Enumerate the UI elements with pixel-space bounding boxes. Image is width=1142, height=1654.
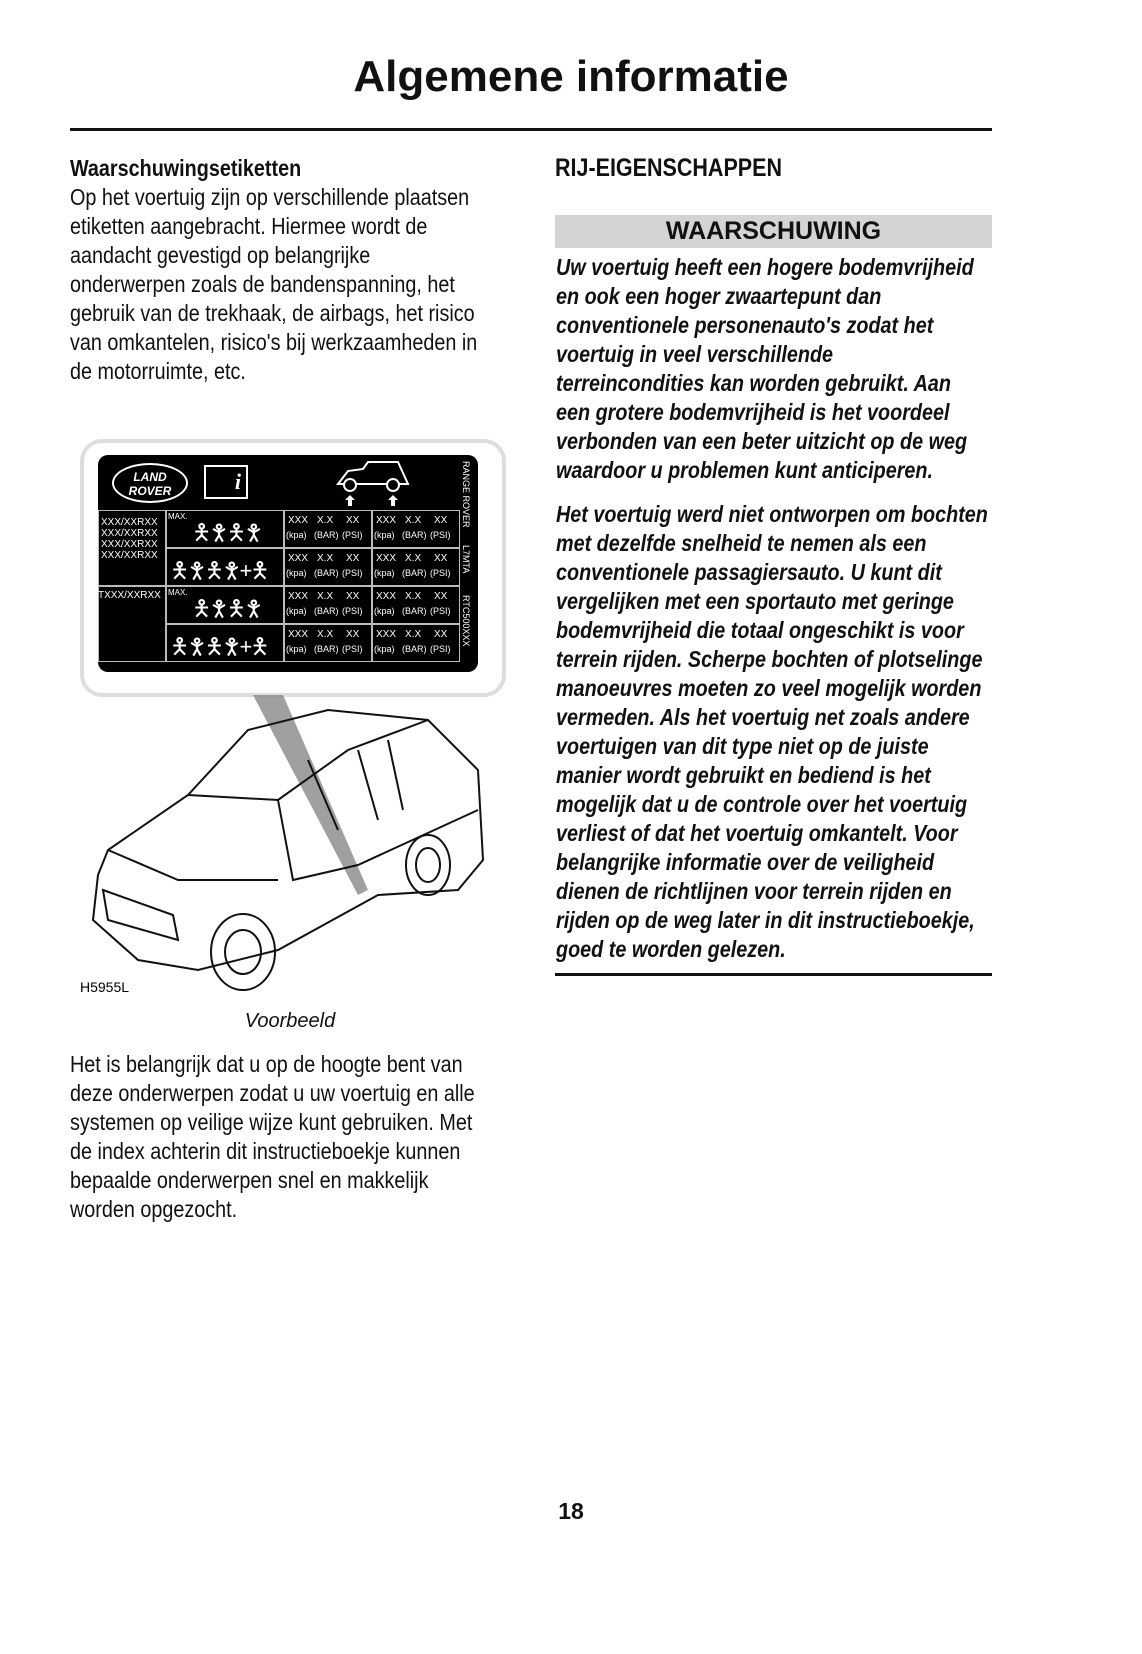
pressure-unit: (BAR) — [314, 530, 339, 540]
page-number: 18 — [558, 1498, 584, 1524]
pressure-value: X.X — [405, 629, 422, 640]
tyre-size: XXX/XXRXX — [101, 539, 158, 550]
text-line: Op het voertuig zijn op verschillende plaatsen — [70, 184, 470, 210]
pressure-unit: (PSI) — [430, 530, 451, 540]
pressure-value: XXX — [376, 629, 397, 640]
pressure-value: XXX — [288, 515, 309, 526]
figure-caption: Voorbeeld — [244, 1010, 336, 1032]
text-line: terrein rijden. Scherpe bochten of plotselinge — [556, 646, 983, 672]
text-line: de motorruimte, etc. — [70, 358, 246, 384]
text-line: met dezelfde snelheid te nemen als een — [556, 530, 927, 556]
text-line: mogelijk dat u de controle over het voertuig — [556, 791, 968, 817]
text-line: conventionele passagiersauto. U kunt dit — [556, 559, 942, 585]
text-line: dienen de richtlijnen voor terrein rijden en — [556, 878, 952, 904]
pressure-value: XXX — [288, 629, 309, 640]
text-line: voertuigen van dit type niet op de juiste — [556, 733, 929, 759]
pressure-unit: (kpa) — [374, 530, 395, 540]
text-line: deze onderwerpen zodat u uw voertuig en alle — [70, 1080, 475, 1106]
pressure-value: XX — [434, 553, 448, 564]
text-line: manoeuvres moeten zo veel mogelijk worden — [556, 675, 982, 701]
text-line: verbonden van een beter uitzicht op de weg — [556, 428, 968, 454]
text-line: bepaalde onderwerpen snel en makkelijk — [70, 1167, 429, 1193]
pressure-unit: (PSI) — [342, 568, 363, 578]
text-line: van omkantelen, risico's bij werkzaamheden in — [70, 329, 478, 355]
pressure-unit: (PSI) — [430, 606, 451, 616]
title-divider — [70, 128, 992, 131]
text-line: Het is belangrijk dat u op de hoogte bent van — [70, 1051, 463, 1077]
warning-paragraph-1 — [556, 253, 1042, 485]
tyre-size: XXX/XXRXX — [101, 550, 158, 561]
pressure-value: XXX — [376, 515, 397, 526]
pressure-unit: (kpa) — [374, 606, 395, 616]
text-line: voertuig in veel verschillende — [556, 341, 834, 367]
pressure-value: X.X — [405, 515, 422, 526]
pressure-value: X.X — [317, 629, 334, 640]
side-text: RTC500XXX — [461, 595, 471, 647]
text-line: rijden op de weg later in dit instructieboekje, — [556, 907, 975, 933]
text-line: goed te worden gelezen. — [556, 936, 786, 962]
text-line: vermeden. Als het voertuig net zoals andere — [556, 704, 970, 730]
pressure-unit: (PSI) — [430, 568, 451, 578]
pressure-unit: (BAR) — [314, 606, 339, 616]
handbook-info-icon: i — [204, 465, 248, 499]
vehicle-tyre-icon — [333, 459, 413, 509]
pressure-unit: (BAR) — [314, 644, 339, 654]
text-line: manier wordt gebruikt en bediend is het — [556, 762, 931, 788]
pressure-unit: (BAR) — [314, 568, 339, 578]
land-rover-logo: LAND ROVER — [112, 463, 188, 503]
pressure-value: XXX — [288, 591, 309, 602]
figure-code: H5955L — [80, 979, 130, 995]
pressure-value: XX — [346, 515, 360, 526]
pressure-value: X.X — [405, 591, 422, 602]
pressure-unit: (BAR) — [402, 568, 427, 578]
section-heading-warning-labels: Waarschuwingsetiketten — [70, 155, 302, 181]
section-heading-driving: RIJ-EIGENSCHAPPEN — [555, 154, 782, 182]
text-line: verliest of dat het voertuig omkantelt. Voor — [556, 820, 958, 846]
pressure-unit: (PSI) — [342, 530, 363, 540]
tyre-pressure-label — [98, 455, 478, 672]
text-line: systemen op veilige wijze kunt gebruiken. Met — [70, 1109, 473, 1135]
occupant-icons: 🯅🯆🯅🯆 — [192, 520, 262, 545]
max-label: MAX. — [168, 512, 188, 521]
pressure-value: XX — [434, 591, 448, 602]
pressure-unit: (PSI) — [342, 606, 363, 616]
text-line: en ook een hoger zwaartepunt dan — [556, 283, 882, 309]
tyre-size: XXX/XXRXX — [101, 517, 158, 528]
text-line: vergelijken met een sportauto met geringe — [556, 588, 954, 614]
pressure-value: XXX — [288, 553, 309, 564]
pressure-value: XXX — [376, 553, 397, 564]
occupant-icons: 🯅🯆🯅🯆+🯅 — [170, 634, 268, 659]
pressure-unit: (BAR) — [402, 606, 427, 616]
occupant-icons: 🯅🯆🯅🯆+🯅 — [170, 558, 268, 583]
pressure-unit: (PSI) — [430, 644, 451, 654]
pressure-value: XX — [434, 515, 448, 526]
max-label: MAX. — [168, 588, 188, 597]
pressure-value: XX — [346, 591, 360, 602]
text-line: aandacht gevestigd op belangrijke — [70, 242, 371, 268]
pressure-unit: (kpa) — [286, 530, 307, 540]
closing-paragraph — [70, 1050, 541, 1224]
pressure-unit: (BAR) — [402, 530, 427, 540]
pressure-unit: (PSI) — [342, 644, 363, 654]
pressure-unit: (BAR) — [402, 644, 427, 654]
pressure-value: XX — [346, 553, 360, 564]
text-line: waardoor u problemen kunt anticiperen. — [556, 457, 933, 483]
side-text: RANGE ROVER — [461, 461, 471, 528]
pressure-value: XXX — [376, 591, 397, 602]
page-title: Algemene informatie — [353, 52, 789, 101]
intro-paragraph — [70, 183, 544, 386]
tyre-size: XXX/XXRXX — [101, 528, 158, 539]
text-line: worden opgezocht. — [70, 1196, 238, 1222]
text-line: etiketten aangebracht. Hiermee wordt de — [70, 213, 428, 239]
side-text: L7MTA — [461, 545, 471, 574]
pressure-unit: (kpa) — [286, 606, 307, 616]
pressure-value: X.X — [317, 591, 334, 602]
text-line: de index achterin dit instructieboekje kunnen — [70, 1138, 461, 1164]
tyre-size: TXXX/XXRXX — [98, 590, 161, 601]
warning-banner: WAARSCHUWING — [555, 215, 992, 248]
pressure-value: X.X — [317, 515, 334, 526]
pressure-value: XX — [346, 629, 360, 640]
pressure-unit: (kpa) — [286, 568, 307, 578]
pressure-unit: (kpa) — [374, 568, 395, 578]
warning-end-divider — [555, 973, 992, 976]
warning-paragraph-2 — [556, 500, 1058, 964]
pressure-unit: (kpa) — [286, 644, 307, 654]
text-line: bodemvrijheid die totaal ongeschikt is voor — [556, 617, 964, 643]
text-line: Uw voertuig heeft een hogere bodemvrijheid — [556, 254, 974, 280]
pressure-value: X.X — [317, 553, 334, 564]
text-line: gebruik van de trekhaak, de airbags, het risico — [70, 300, 475, 326]
pressure-value: XX — [434, 629, 448, 640]
vehicle-illustration — [78, 690, 498, 1000]
pressure-value: X.X — [405, 553, 422, 564]
pressure-unit: (kpa) — [374, 644, 395, 654]
text-line: conventionele personenauto's zodat het — [556, 312, 934, 338]
text-line: onderwerpen zoals de bandenspanning, het — [70, 271, 455, 297]
text-line: een grotere bodemvrijheid is het voordeel — [556, 399, 950, 425]
text-line: Het voertuig werd niet ontworpen om bochten — [556, 501, 988, 527]
text-line: belangrijke informatie over de veiligheid — [556, 849, 935, 875]
occupant-icons: 🯅🯆🯅🯆 — [192, 596, 262, 621]
text-line: terreincondities kan worden gebruikt. Aan — [556, 370, 951, 396]
